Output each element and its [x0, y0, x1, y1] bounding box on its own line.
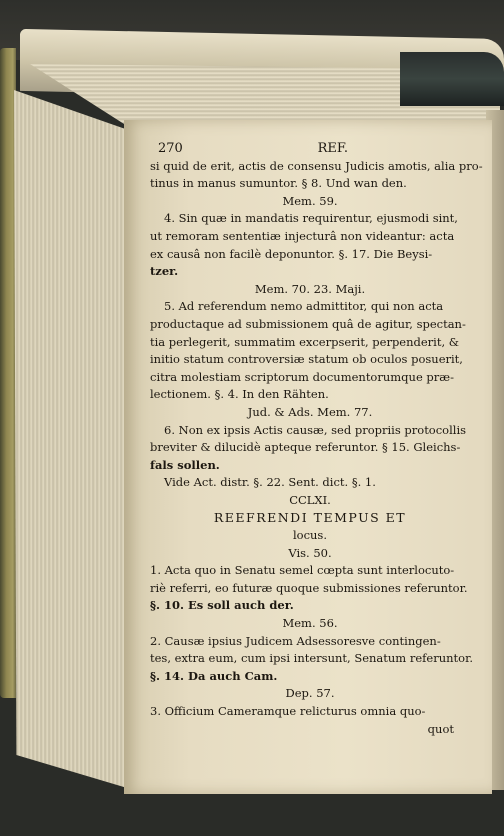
page-header: [158, 140, 348, 158]
text-line: ex causâ non facilè deponuntor. §. 17. Die Beysi-: [150, 246, 433, 261]
text-line: 2. Causæ ipsius Judicem Adsessoresve contingen-: [150, 633, 441, 648]
text-line: productaque ad submissionem quâ de agitur, spectan-: [150, 316, 466, 331]
text-line: §. 14. Da auch Cam.: [150, 668, 278, 683]
text-line: tia perlegerit, summatim excerpserit, perpenderit, &: [150, 334, 460, 349]
text-line: breviter & dilucidè apteque referuntor. § 15. Gleichs-: [150, 440, 461, 455]
text-line: 3. Officium Cameramque relicturus omnia quo-: [150, 704, 426, 718]
text-line: ut remoram sententiæ injecturâ non videantur: acta: [150, 228, 455, 243]
text-line: §. 10. Es soll auch der.: [150, 598, 294, 613]
text-line: fals sollen.: [150, 457, 220, 472]
text-line: 6. Non ex ipsis Actis causæ, sed propriis protocollis: [164, 422, 467, 437]
text-line: si quid de erit, actis de consensu Judicis amotis, alia pro-: [150, 158, 483, 173]
text-line: 4. Sin quæ in mandatis requirentur, ejusmodi sint,: [164, 211, 458, 226]
text-line: lectionem. §. 4. In den Rähten.: [150, 387, 329, 402]
spine-band: [400, 52, 504, 106]
page-block-side-edge: [14, 90, 134, 790]
text-line: initio statum controversiæ statum ob oculos posuerit,: [150, 352, 463, 367]
catchword: quot: [427, 721, 454, 736]
section-ref: Vis. 50.: [288, 545, 332, 560]
text-line: tinus in manus sumuntor. § 8. Und wan den.: [150, 176, 407, 191]
section-ref: Mem. 59.: [282, 193, 338, 208]
section-ref: Dep. 57.: [285, 686, 335, 701]
running-title: REF.: [317, 141, 348, 156]
text-line: 1. Acta quo in Senatu semel cœpta sunt interlocuto-: [150, 563, 455, 578]
chapter-number: CCLXI.: [289, 492, 331, 507]
page-text: [150, 140, 490, 738]
page-number: 270: [158, 141, 183, 156]
text-line: tzer.: [150, 264, 179, 279]
section-ref: Mem. 56.: [282, 616, 338, 631]
section-ref: Mem. 70. 23. Maji.: [254, 281, 366, 296]
text-line: tes, extra eum, cum ipsi intersunt, Senatum referuntor.: [150, 651, 473, 666]
cross-reference: Vide Act. distr. §. 22. Sent. dict. §. 1.: [164, 475, 376, 490]
chapter-title: REEFRENDI TEMPUS ET: [213, 510, 407, 526]
book-cover-edge: [0, 48, 16, 698]
section-ref: Jud. & Ads. Mem. 77.: [247, 404, 373, 419]
text-line: citra molestiam scriptorum documentorumque præ-: [150, 369, 454, 384]
text-line: riè referri, eo futuræ quoque submissiones referuntor.: [150, 580, 468, 595]
chapter-title-cont: locus.: [292, 528, 327, 543]
text-line: 5. Ad referendum nemo admittitor, qui non acta: [164, 299, 444, 314]
